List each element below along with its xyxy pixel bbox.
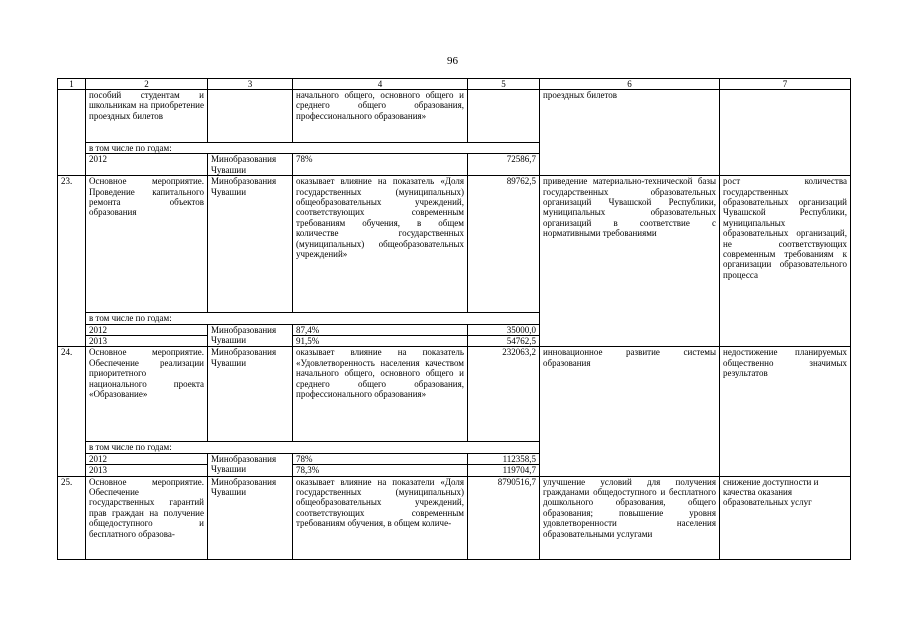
row-number: 24. [58, 347, 86, 476]
column-number-row [58, 79, 851, 90]
column-number: 7 [720, 79, 851, 90]
amount-cell: 119704,7 [468, 465, 540, 476]
amount-cell: 232063,2 [468, 347, 540, 442]
year-cell: 2013 [86, 465, 208, 476]
column-number: 3 [208, 79, 293, 90]
years-subheader: в том числе по годам: [86, 442, 540, 453]
amount-cell: 72586,7 [468, 154, 540, 176]
table-row [58, 90, 851, 143]
amount-cell: 112358,5 [468, 453, 540, 464]
activity-title-cell: Основное мероприятие. Проведение капитального ремонта объектов образования [86, 176, 208, 313]
column-number: 2 [86, 79, 208, 90]
risk-cell: рост количества государственных образовательных организаций Чувашской Республики, муниципальных образовательных организаций, не соответствующих современным требованиям к организации образовательного процесса [720, 176, 851, 347]
executor-cell: Минобразования Чувашии [208, 453, 293, 476]
result-cell: приведение материально-технической базы государственных образовательных организаций Чувашской Республики, муниципальных образовательных организаций в соответствие с нормативными требованиями [540, 176, 720, 347]
result-cell: инновационное развитие системы образования [540, 347, 720, 476]
amount-cell: 8790516,7 [468, 476, 540, 559]
year-cell: 2012 [86, 324, 208, 335]
page-number: 96 [447, 55, 458, 67]
program-table [57, 78, 851, 560]
executor-cell: Минобразования Чувашии [208, 324, 293, 347]
column-number: 6 [540, 79, 720, 90]
row-number: 23. [58, 176, 86, 347]
amount-cell: 35000,0 [468, 324, 540, 335]
indicator-cell: оказывает влияние на показатель «Доля государственных (муниципальных) общеобразовательных учреждений, соответствующих современным требованиям обучения, в общем количестве государственных (муниципальных) общеобразовательных учреждений» [293, 176, 468, 313]
result-cell: улучшение условий для получения гражданами общедоступного и бесплатного дошкольного образования, общего образования; повышение уровня удовлетворенности населения образовательными услугами [540, 476, 720, 559]
column-number: 4 [293, 79, 468, 90]
amount-cell: 89762,5 [468, 176, 540, 313]
year-cell: 2012 [86, 453, 208, 464]
executor-cell: Минобразования Чувашии [208, 476, 293, 559]
years-subheader: в том числе по годам: [86, 143, 540, 154]
indicator-value-cell: 78% [293, 154, 468, 176]
year-cell: 2012 [86, 154, 208, 176]
executor-cell: Минобразования Чувашии [208, 154, 293, 176]
executor-cell: Минобразования Чувашии [208, 347, 293, 442]
indicator-cell: оказывает влияние на показатель «Удовлетворенность населения качеством начального общего, основного общего и среднего общего образования, профессионального образования» [293, 347, 468, 442]
activity-title-cell: пособий студентам и школьникам на приобретение проездных билетов [86, 90, 208, 143]
amount-cell: 54762,5 [468, 336, 540, 347]
indicator-value-cell: 78,3% [293, 465, 468, 476]
indicator-value-cell: 87,4% [293, 324, 468, 335]
year-cell: 2013 [86, 336, 208, 347]
executor-cell: Минобразования Чувашии [208, 176, 293, 313]
indicator-value-cell: 91,5% [293, 336, 468, 347]
table-row [58, 176, 851, 313]
column-number: 5 [468, 79, 540, 90]
indicator-cell: начального общего, основного общего и среднего общего образования, профессионального образования» [293, 90, 468, 143]
table-row [58, 347, 851, 442]
years-subheader: в том числе по годам: [86, 313, 540, 324]
indicator-value-cell: 78% [293, 453, 468, 464]
table-row [58, 476, 851, 559]
column-number: 1 [58, 79, 86, 90]
indicator-cell: оказывает влияние на показатели «Доля государственных (муниципальных) общеобразовательных учреждений, соответствующих современным требованиям обучения, в общем количе- [293, 476, 468, 559]
row-number: 25. [58, 476, 86, 559]
risk-cell: недостижение планируемых общественно значимых результатов [720, 347, 851, 476]
activity-title-cell: Основное мероприятие. Обеспечение реализации приоритетного национального проекта «Образование» [86, 347, 208, 442]
risk-cell: снижение доступности и качества оказания образовательных услуг [720, 476, 851, 559]
activity-title-cell: Основное мероприятие. Обеспечение государственных гарантий прав граждан на получение общедоступного и бесплатного образова- [86, 476, 208, 559]
result-cell: проездных билетов [540, 90, 720, 176]
